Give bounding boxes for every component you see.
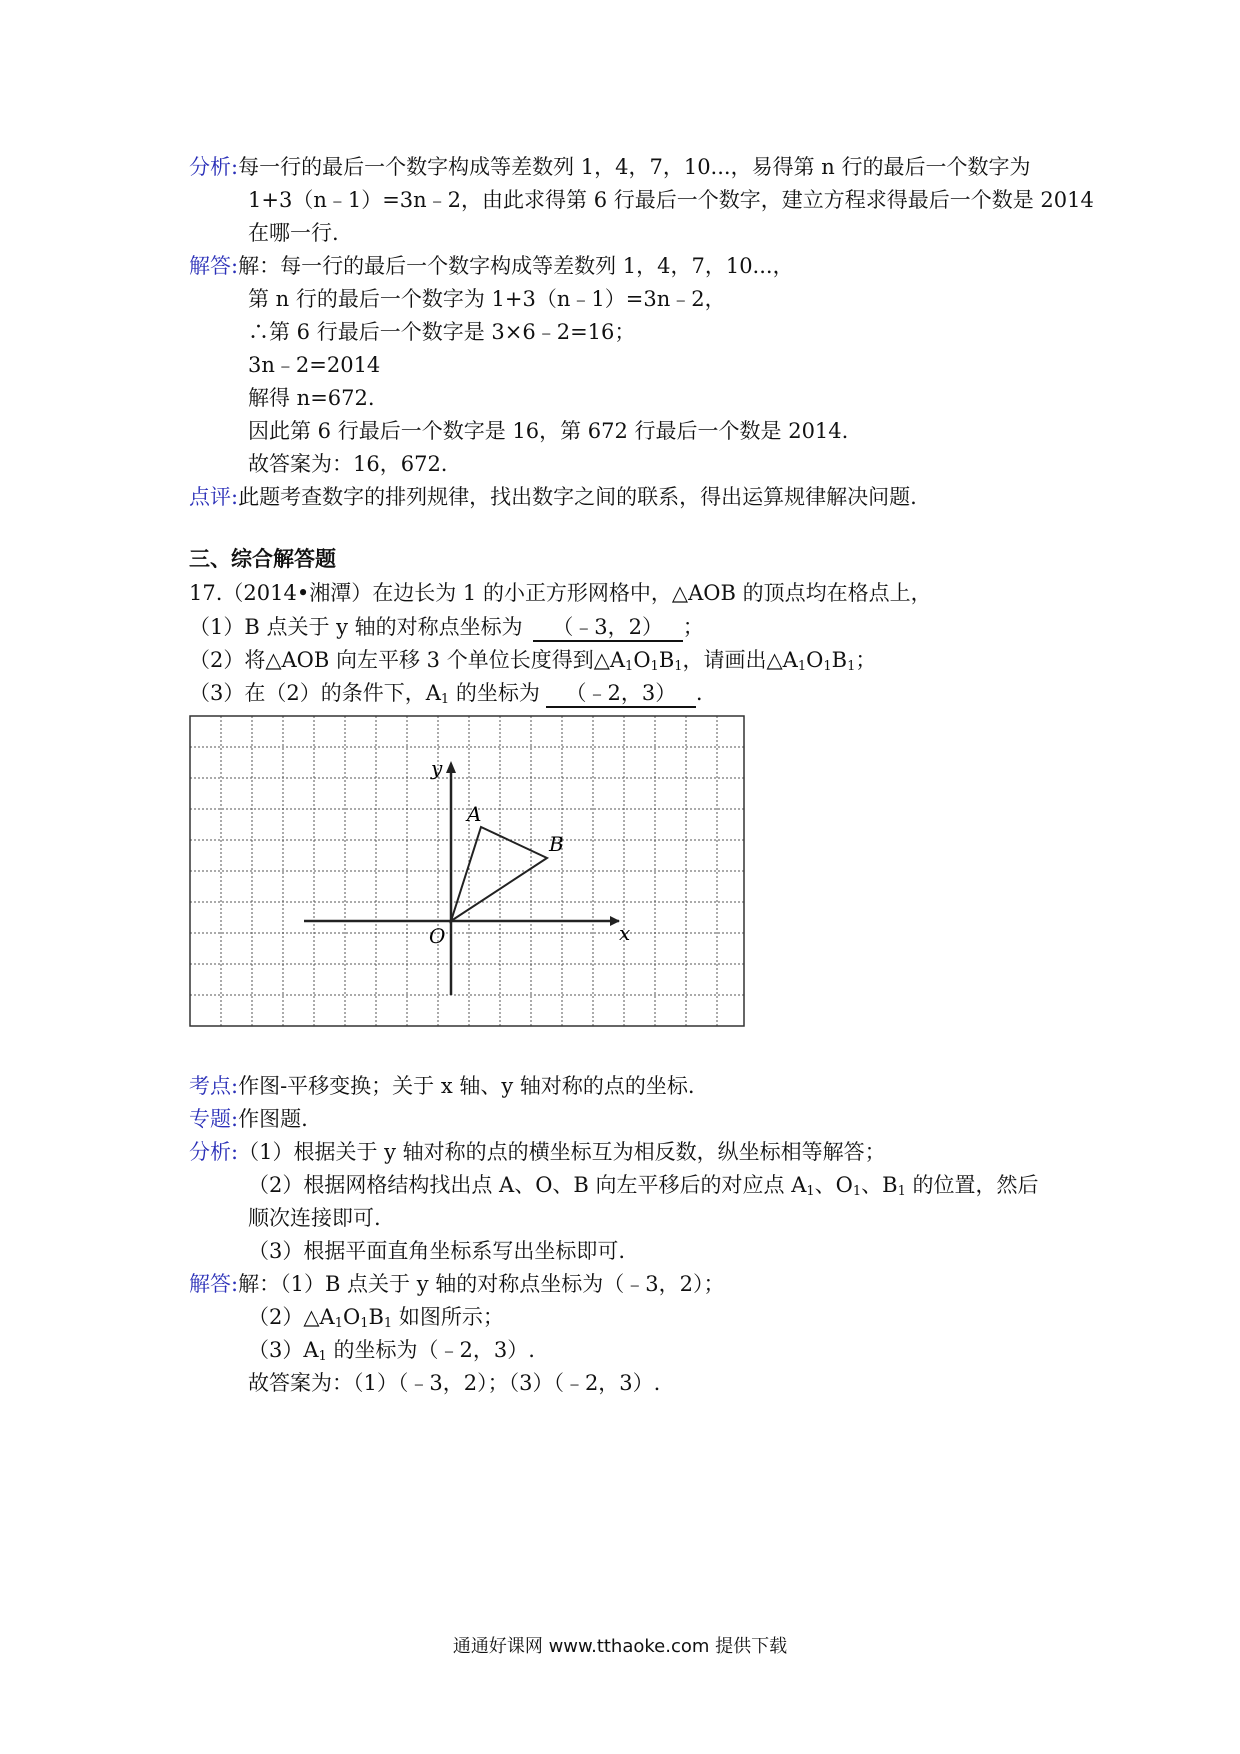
section-title: 三、综合解答题 — [189, 546, 336, 571]
y-axis-label: y — [431, 756, 443, 780]
comment-prev: 点评:此题考查数字的排列规律，找出数字之间的联系，得出运算规律解决问题. — [189, 485, 917, 509]
analysis-prev-line3: 在哪一行. — [248, 221, 339, 245]
analysis-line4: （3）根据平面直角坐标系写出坐标即可. — [248, 1239, 626, 1263]
zhuanti: 专题:作图题. — [189, 1107, 308, 1131]
footer-watermark: 通通好课网 www.tthaoke.com 提供下载 — [452, 1636, 788, 1657]
analysis-prev-line2: 1+3（n﹣1）=3n﹣2，由此求得第 6 行最后一个数字，建立方程求得最后一个数是 2014 — [248, 188, 1094, 212]
kaodian: 考点:作图-平移变换；关于 x 轴、y 轴对称的点的坐标. — [189, 1074, 695, 1098]
comment-tag: 点评: — [189, 485, 239, 509]
triangle-aob — [451, 827, 547, 921]
point-a-label: A — [467, 802, 482, 826]
x-axis-label: x — [619, 921, 631, 945]
solution-line1: 解答:解：（1）B 点关于 y 轴的对称点坐标为（﹣3，2）； — [189, 1272, 725, 1296]
solution-prev-line2: 第 n 行的最后一个数字为 1+3（n﹣1）=3n﹣2， — [248, 287, 726, 311]
solution-prev-line5: 解得 n=672. — [248, 386, 375, 410]
answer-blank-3: （﹣2，3） — [546, 680, 696, 708]
solution-prev-line3: ∴第 6 行最后一个数字是 3×6﹣2=16； — [248, 320, 636, 344]
solution-prev-line7: 故答案为：16，672. — [248, 452, 448, 476]
coordinate-grid-figure — [189, 715, 745, 1027]
solution-prev-line4: 3n﹣2=2014 — [248, 353, 381, 377]
solution-prev-line1: 解答:解：每一行的最后一个数字构成等差数列 1，4，7，10...， — [189, 254, 794, 278]
solution-line3: $(3)A_1$ 的坐标为（﹣2，3）. — [248, 1338, 535, 1364]
analysis-line1: 分析:（1）根据关于 y 轴对称的点的横坐标互为相反数，纵坐标相等解答； — [189, 1140, 886, 1164]
answer-blank-1: （﹣3，2） — [533, 614, 683, 642]
question-17-stem: 17.（2014•湘潭）在边长为 1 的小正方形网格中，△AOB 的顶点均在格点上， — [189, 581, 932, 605]
question-17-part2: （2）将△AOB 向左平移 3 个单位长度得到$\triangle A_1O_1B_1$，请画出$\triangle A_1O_1B_1$； — [189, 648, 877, 674]
solution-line2: $(2)\triangle A_1O_1B_1$ 如图所示； — [248, 1305, 504, 1331]
solution-prev-line6: 因此第 6 行最后一个数字是 16，第 672 行最后一个数是 2014. — [248, 419, 849, 443]
y-axis-arrow — [446, 761, 456, 773]
analysis-prev-line1: 分析:每一行的最后一个数字构成等差数列 1，4，7，10...，易得第 n 行的最后一个数字为 — [189, 155, 1031, 179]
solution-tag: 解答: — [189, 254, 239, 278]
question-17-part3: （3）在（2）的条件下，$A_1$ 的坐标为 （﹣2，3） . — [189, 681, 703, 707]
origin-label: O — [429, 924, 446, 948]
analysis-line3: 顺次连接即可. — [248, 1206, 381, 1230]
analysis-line2: （2）根据网格结构找出点 A、O、B 向左平移后的对应点 $A_1$、$O_1$、$B_1$ 的位置，然后 — [248, 1173, 1039, 1199]
point-b-label: B — [549, 832, 564, 856]
question-17-part1: （1）B 点关于 y 轴的对称点坐标为 （﹣3，2） ； — [189, 612, 704, 642]
analysis-tag: 分析: — [189, 155, 239, 179]
solution-line4: 故答案为：（1）（﹣3，2）；（3）（﹣2，3）. — [248, 1371, 661, 1395]
